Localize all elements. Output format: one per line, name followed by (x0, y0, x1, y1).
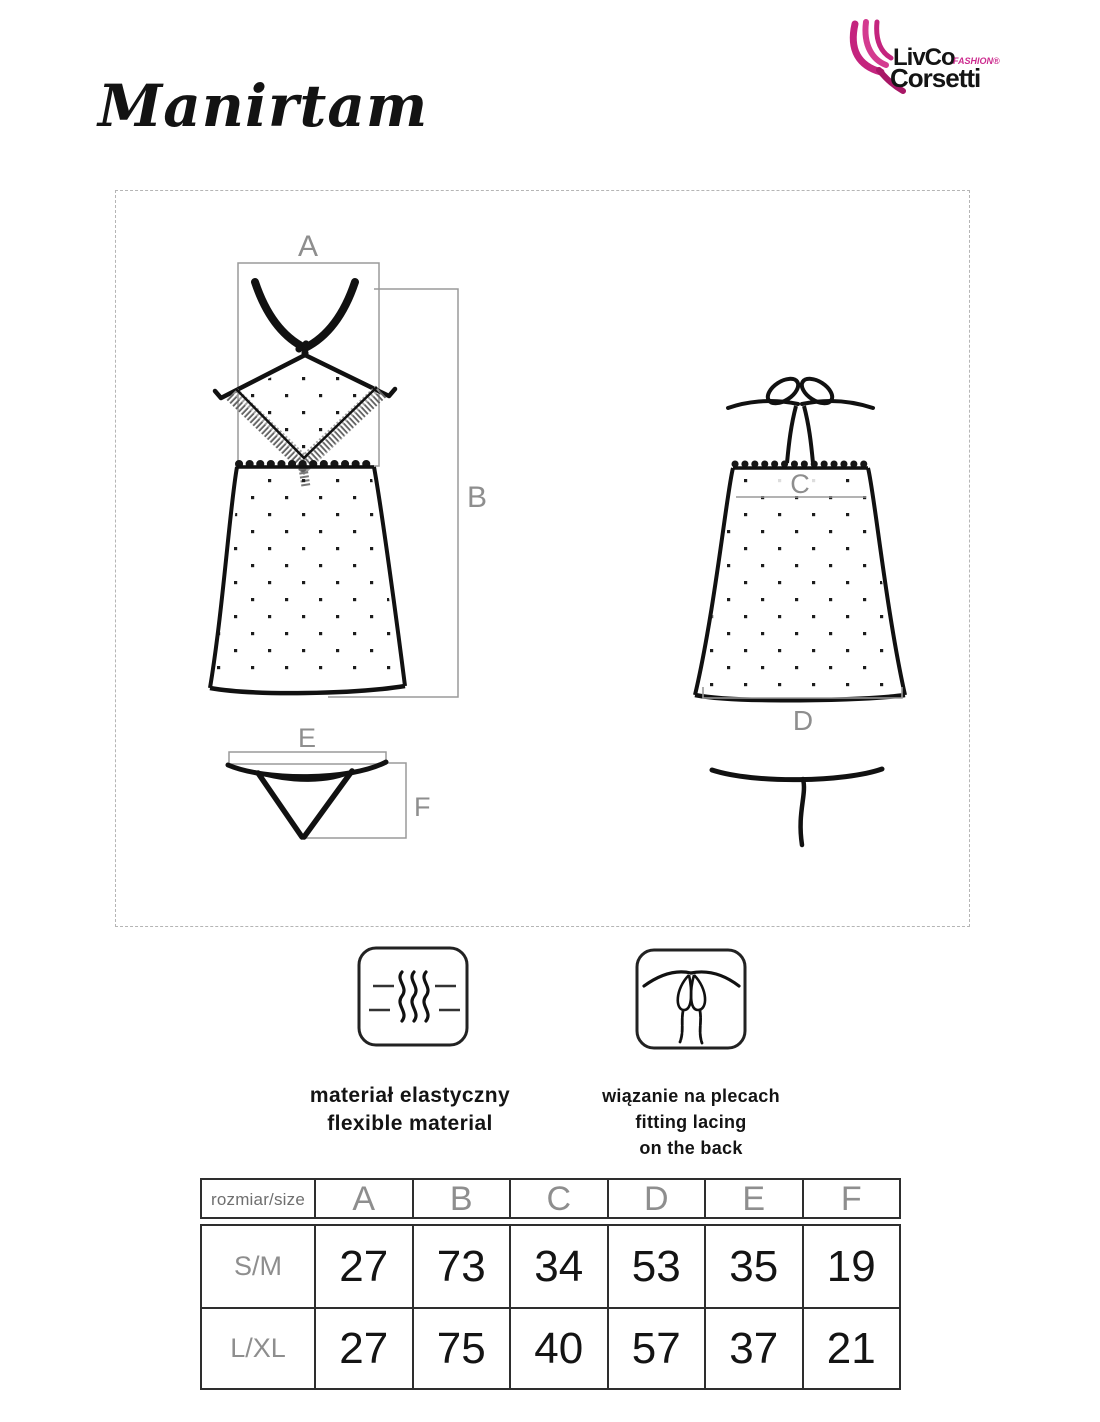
cell-lxl-a: 27 (314, 1307, 412, 1388)
size-table-corner-label: rozmiar/size (210, 1189, 306, 1209)
measure-label-f: F (414, 792, 431, 822)
row-label-sm: S/M (233, 1251, 282, 1281)
brand-name-fashion: FASHION® (953, 56, 1000, 66)
front-view-drawing (210, 230, 487, 697)
brand-name-bottom: Corsetti (890, 63, 981, 93)
cell-sm-d: 53 (607, 1226, 705, 1307)
column-header-f: F (802, 1180, 900, 1219)
measure-frame-e (229, 752, 386, 764)
flexible-material-caption (262, 1082, 558, 1138)
cell-lxl-d: 57 (607, 1307, 705, 1388)
caption-line: fitting lacing (635, 1112, 747, 1132)
back-view-drawing (695, 374, 905, 736)
panty-front-drawing (228, 723, 431, 838)
column-header-e: E (704, 1180, 802, 1219)
caption-line: wiązanie na plecach (602, 1086, 780, 1106)
size-table-header (200, 1178, 901, 1219)
size-table-body (200, 1224, 901, 1390)
column-header-a: A (314, 1180, 412, 1219)
measure-label-a: A (297, 230, 319, 263)
caption-line: on the back (639, 1138, 743, 1158)
brand-logo (833, 12, 1003, 96)
cell-lxl-c: 40 (509, 1307, 607, 1388)
column-header-b: B (412, 1180, 510, 1219)
column-header-c: C (509, 1180, 607, 1219)
cell-sm-e: 35 (704, 1226, 802, 1307)
brand-name-top: LivCo (893, 44, 955, 71)
caption-line: materiał elastyczny (309, 1084, 511, 1107)
cell-sm-c: 34 (509, 1226, 607, 1307)
cell-sm-a: 27 (314, 1226, 412, 1307)
back-lacing-caption (566, 1083, 816, 1161)
measure-label-c: C (790, 469, 810, 499)
measurement-diagram (115, 190, 970, 927)
row-label-lxl: L/XL (202, 1307, 314, 1388)
cell-sm-b: 73 (412, 1226, 510, 1307)
product-title: Manirtam (98, 72, 429, 140)
cell-sm-f: 19 (802, 1226, 900, 1307)
cell-lxl-e: 37 (704, 1307, 802, 1388)
measure-label-b: B (467, 481, 488, 514)
column-header-d: D (607, 1180, 705, 1219)
panty-back-drawing (712, 769, 882, 845)
cell-lxl-b: 75 (412, 1307, 510, 1388)
cell-lxl-f: 21 (802, 1307, 900, 1388)
flexible-material-icon (350, 942, 480, 1054)
measure-label-d: D (792, 705, 814, 736)
caption-line: flexible material (327, 1112, 493, 1135)
back-lacing-icon (628, 944, 758, 1056)
measure-label-e: E (297, 723, 317, 753)
